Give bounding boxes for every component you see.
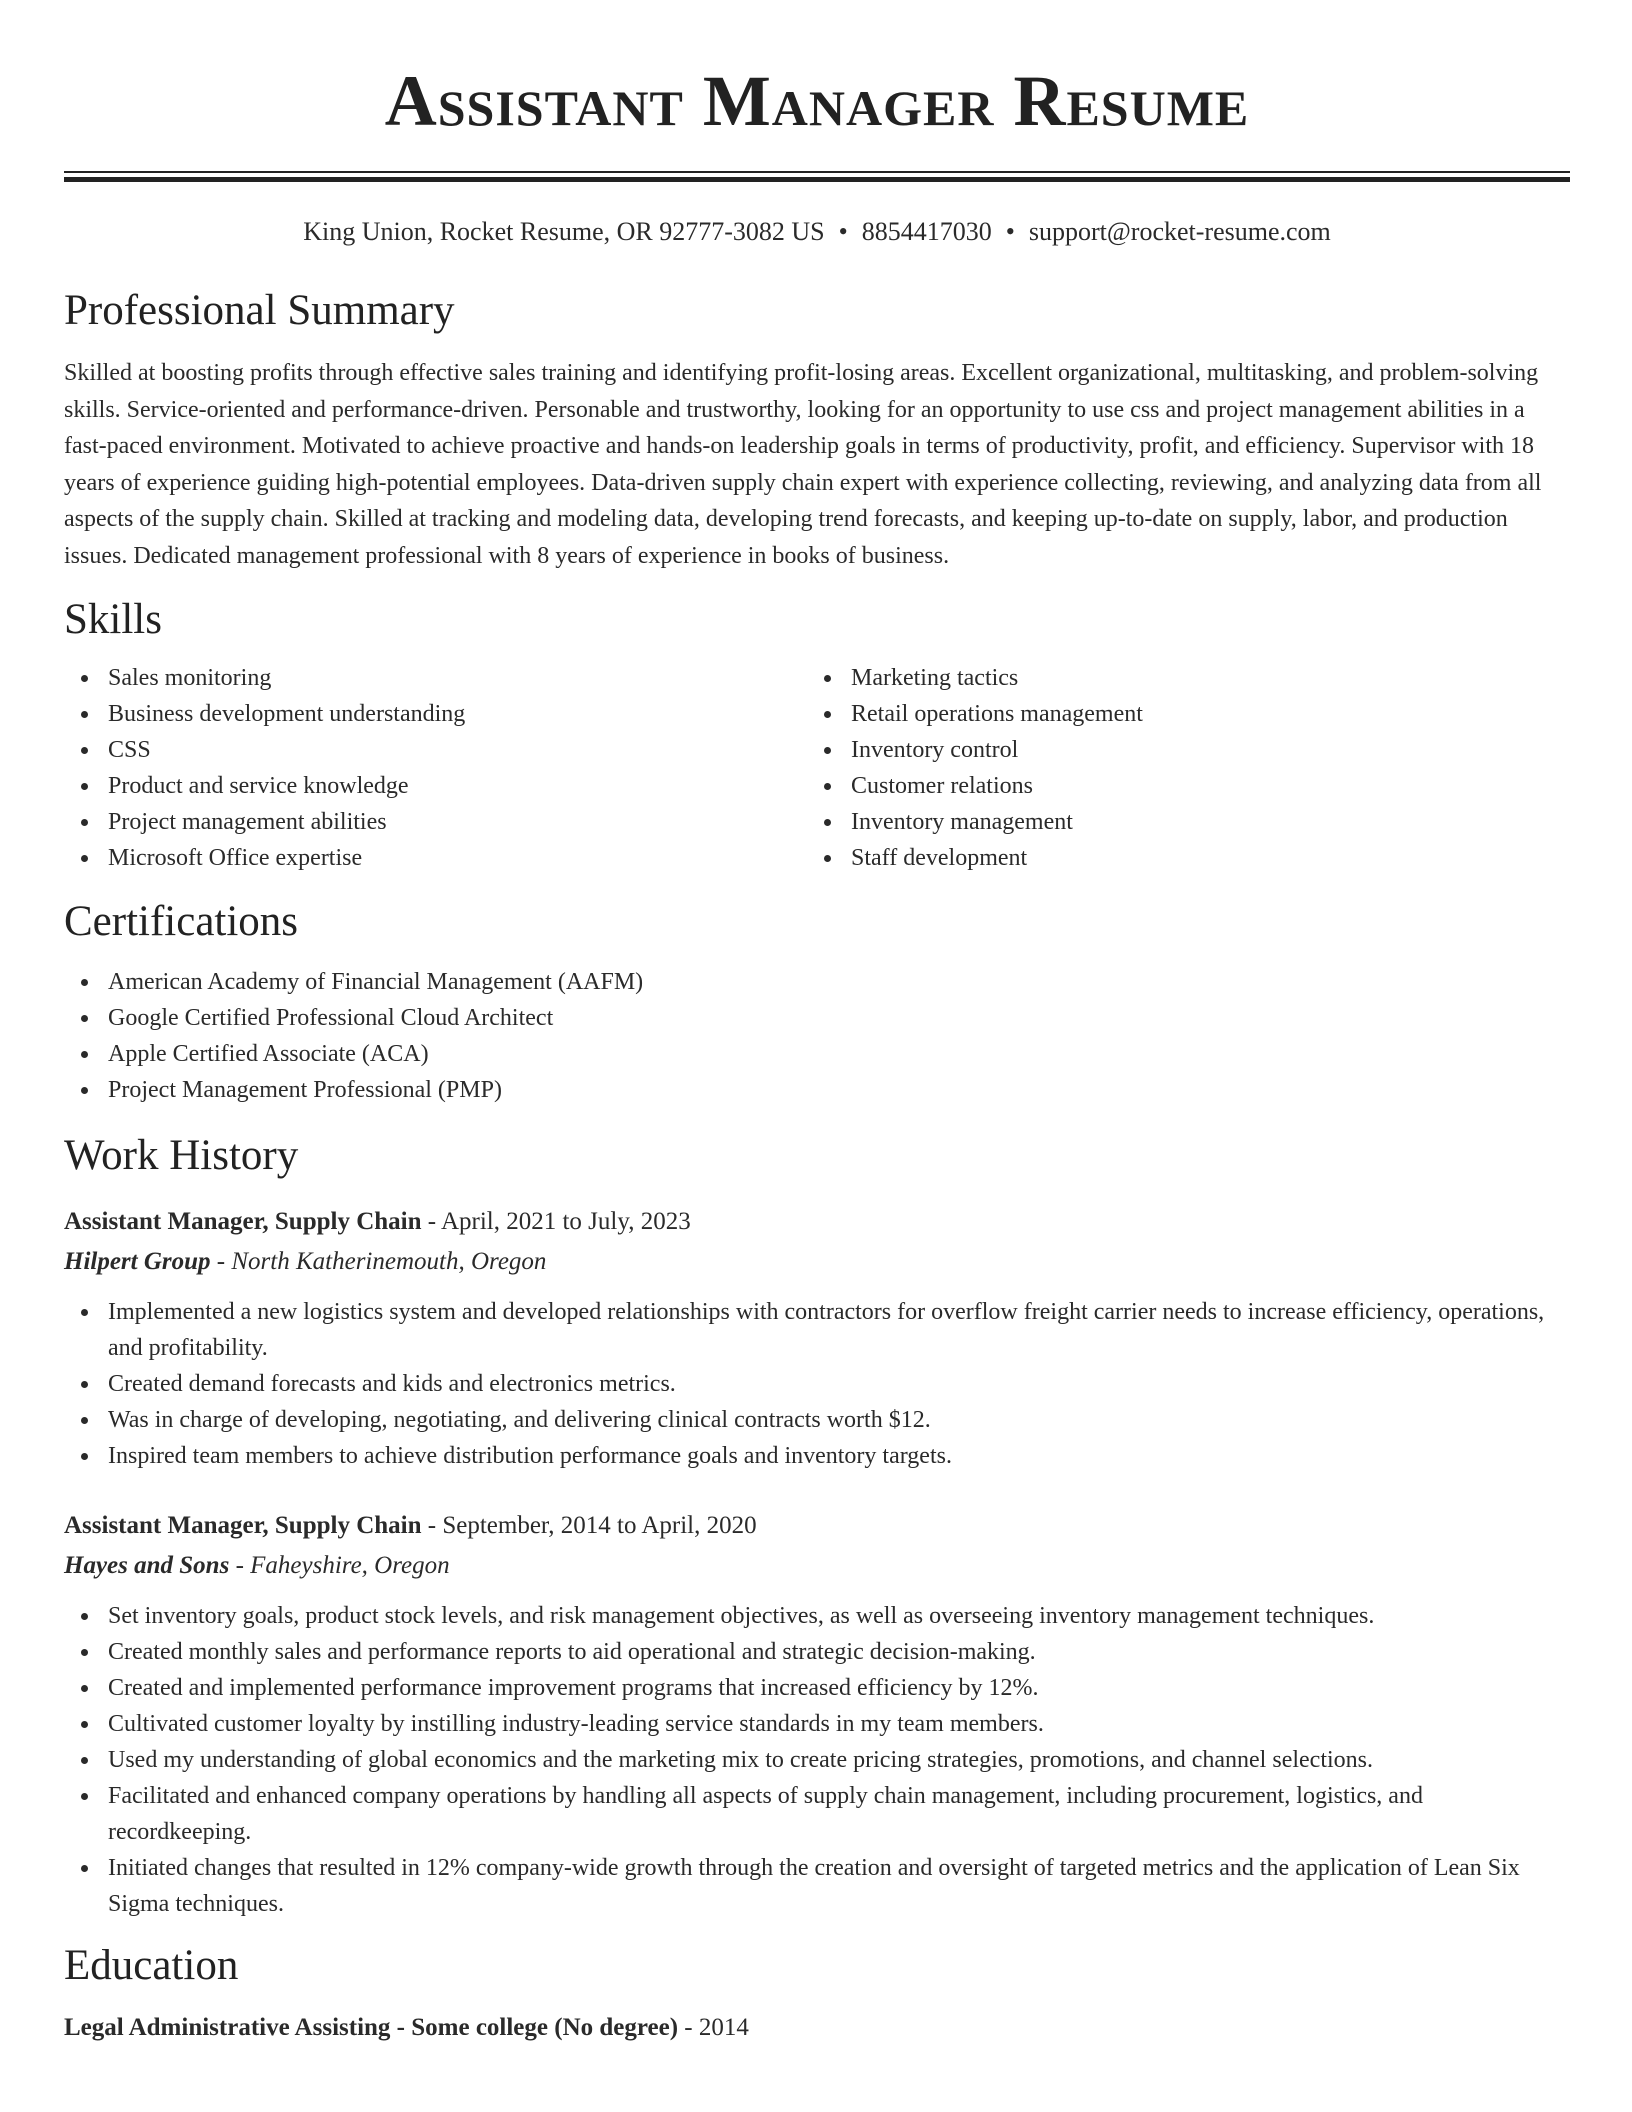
job-dates: - September, 2014 to April, 2020 — [421, 1512, 757, 1539]
certifications-list — [64, 964, 1570, 1108]
contact-phone: 8854417030 — [861, 217, 992, 246]
job-company: Hayes and Sons — [64, 1552, 230, 1579]
job-bullet: Facilitated and enhanced company operations by handling all aspects of supply chain management, including procurement, logistics, and recordkeeping. — [64, 1778, 1570, 1850]
certification-item: Apple Certified Associate (ACA) — [64, 1036, 1570, 1072]
summary-heading: Professional Summary — [64, 287, 455, 334]
skills-columns — [64, 660, 1570, 876]
job-title-line — [64, 1506, 1570, 1546]
job-entry — [64, 1202, 1570, 1474]
contact-separator: • — [838, 217, 848, 246]
contact-email: support@rocket-resume.com — [1028, 217, 1331, 246]
job-title-line — [64, 1202, 1570, 1242]
job-title: Assistant Manager, Supply Chain — [64, 1208, 422, 1235]
skill-item: CSS — [64, 732, 807, 768]
job-dates: - April, 2021 to July, 2023 — [421, 1208, 691, 1235]
job-bullet: Created demand forecasts and kids and electronics metrics. — [64, 1366, 1570, 1402]
skill-item: Business development understanding — [64, 696, 807, 732]
job-location: - North Katherinemouth, Oregon — [210, 1248, 547, 1275]
certifications-heading: Certifications — [64, 898, 299, 945]
summary-text: Skilled at boosting profits through effective sales training and identifying profit-losing areas. Excellent organizational, multitasking, and problem-solving skills. Service-oriented and performance-driven. Personable and trustworthy, looking for an opportunity to use css and project management abilities in a fast-paced environment. Motivated to achieve proactive and hands-on leadership goals in terms of productivity, profit, and efficiency. Supervisor with 18 years of experience guiding high-potential employees. Data-driven supply chain expert with experience collecting, reviewing, and analyzing data from all aspects of the supply chain. Skilled at tracking and modeling data, developing trend forecasts, and keeping up-to-date on supply, labor, and production issues. Dedicated management professional with 8 years of experience in books of business. — [64, 360, 1542, 569]
skill-item: Project management abilities — [64, 804, 807, 840]
skill-item: Marketing tactics — [807, 660, 1550, 696]
skill-item: Microsoft Office expertise — [64, 840, 807, 876]
title-double-rule — [64, 171, 1570, 182]
contact-address: King Union, Rocket Resume, OR 92777-3082 US — [303, 217, 825, 246]
job-company-line — [64, 1546, 1570, 1586]
job-entry — [64, 1506, 1570, 1922]
job-bullet: Used my understanding of global economics and the marketing mix to create pricing strategies, promotions, and channel selections. — [64, 1742, 1570, 1778]
skill-item: Sales monitoring — [64, 660, 807, 696]
job-company-line — [64, 1242, 1570, 1282]
job-bullet: Was in charge of developing, negotiating, and delivering clinical contracts worth $12. — [64, 1402, 1570, 1438]
resume-page — [64, 0, 1570, 2048]
job-bullet: Cultivated customer loyalty by instilling industry-leading service standards in my team members. — [64, 1706, 1570, 1742]
job-bullet: Set inventory goals, product stock levels, and risk management objectives, as well as overseeing inventory management techniques. — [64, 1598, 1570, 1634]
job-bullet: Inspired team members to achieve distribution performance goals and inventory targets. — [64, 1438, 1570, 1474]
job-location: - Faheyshire, Oregon — [229, 1552, 450, 1579]
job-bullets — [64, 1598, 1570, 1922]
resume-title: Assistant Manager Resume — [384, 61, 1250, 141]
skill-item: Inventory control — [807, 732, 1550, 768]
job-title: Assistant Manager, Supply Chain — [64, 1512, 422, 1539]
skill-item: Customer relations — [807, 768, 1550, 804]
skills-column-left — [64, 660, 807, 876]
skills-heading: Skills — [64, 596, 162, 643]
job-company: Hilpert Group — [64, 1248, 211, 1275]
education-year: - 2014 — [678, 2014, 749, 2041]
education-heading: Education — [64, 1942, 239, 1989]
certification-item: Google Certified Professional Cloud Architect — [64, 1000, 1570, 1036]
job-bullet: Implemented a new logistics system and developed relationships with contractors for overflow freight carrier needs to increase efficiency, operations, and profitability. — [64, 1294, 1570, 1366]
contact-separator: • — [1005, 217, 1015, 246]
skill-item: Retail operations management — [807, 696, 1550, 732]
skill-item: Staff development — [807, 840, 1550, 876]
education-degree: Legal Administrative Assisting - Some college (No degree) — [64, 2014, 679, 2041]
job-bullet: Initiated changes that resulted in 12% company-wide growth through the creation and oversight of targeted metrics and the application of Lean Six Sigma techniques. — [64, 1850, 1570, 1922]
certification-item: American Academy of Financial Management (AAFM) — [64, 964, 1570, 1000]
education-entry — [64, 2008, 1570, 2048]
job-bullet: Created monthly sales and performance reports to aid operational and strategic decision-making. — [64, 1634, 1570, 1670]
job-bullet: Created and implemented performance improvement programs that increased efficiency by 12%. — [64, 1670, 1570, 1706]
contact-line — [64, 215, 1570, 249]
skills-column-right — [807, 660, 1550, 876]
skill-item: Product and service knowledge — [64, 768, 807, 804]
job-bullets — [64, 1294, 1570, 1474]
skill-item: Inventory management — [807, 804, 1550, 840]
work-history-heading: Work History — [64, 1132, 299, 1179]
certification-item: Project Management Professional (PMP) — [64, 1072, 1570, 1108]
